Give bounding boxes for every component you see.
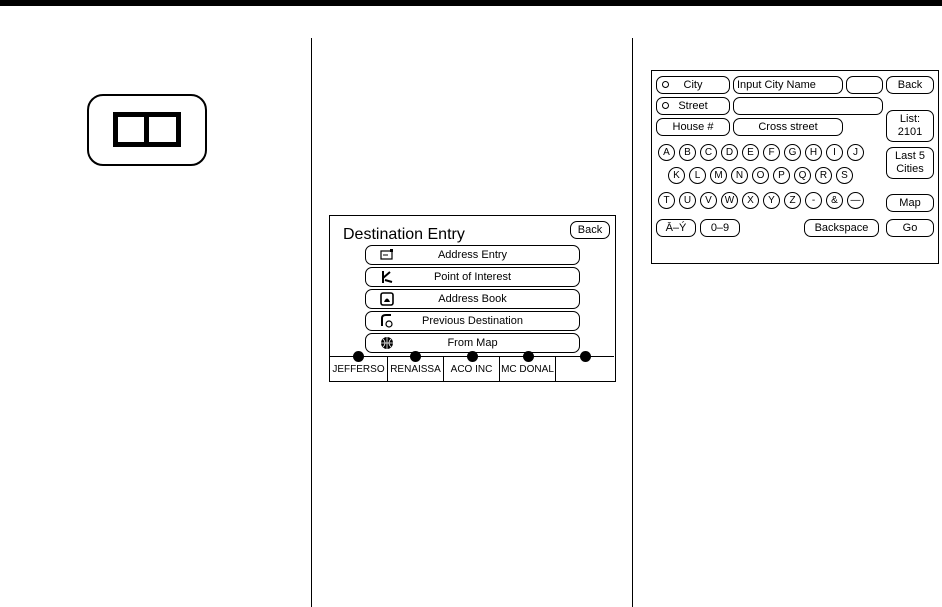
- preset-label: MC DONAL: [501, 363, 554, 375]
- column-divider-2: [632, 38, 633, 607]
- preset-indicator-dot: [580, 351, 591, 362]
- list-count: 2101: [897, 126, 923, 138]
- radio-indicator-icon: [662, 81, 669, 88]
- dest-key-glyph-icon: [113, 112, 181, 147]
- key-p[interactable]: P: [773, 167, 790, 184]
- key-hyphen[interactable]: -: [805, 192, 822, 209]
- preset-label: ACO INC: [450, 363, 493, 375]
- key-r[interactable]: R: [815, 167, 832, 184]
- backspace-button[interactable]: Backspace: [804, 219, 879, 237]
- key-e[interactable]: E: [742, 144, 759, 161]
- key-n[interactable]: N: [731, 167, 748, 184]
- address-book-button[interactable]: [365, 289, 580, 309]
- key-d[interactable]: D: [721, 144, 738, 161]
- key-y[interactable]: Y: [763, 192, 780, 209]
- key-m[interactable]: M: [710, 167, 727, 184]
- destination-entry-screen: [329, 215, 616, 382]
- key-f[interactable]: F: [763, 144, 780, 161]
- back-button[interactable]: Back: [886, 76, 934, 94]
- key-i[interactable]: I: [826, 144, 843, 161]
- key-ampersand[interactable]: &: [826, 192, 843, 209]
- key-z[interactable]: Z: [784, 192, 801, 209]
- last5-line1: Last 5: [895, 150, 925, 162]
- street-button[interactable]: [656, 97, 730, 115]
- city-entry-screen: [651, 70, 939, 264]
- key-c[interactable]: C: [700, 144, 717, 161]
- menu-item-label: Address Book: [438, 293, 507, 305]
- menu-item-label: Point of Interest: [433, 271, 512, 283]
- list-label: List:: [899, 113, 921, 125]
- back-button[interactable]: Back: [570, 221, 610, 239]
- key-space[interactable]: —: [847, 192, 864, 209]
- house-number-button[interactable]: House #: [656, 118, 730, 136]
- key-v[interactable]: V: [700, 192, 717, 209]
- top-rule: [0, 0, 942, 6]
- menu-item-label: From Map: [447, 337, 498, 349]
- address-entry-button[interactable]: [365, 245, 580, 265]
- dest-button[interactable]: [87, 94, 207, 166]
- preset-label: RENAISSA: [390, 363, 441, 375]
- previous-destination-icon: [380, 314, 394, 328]
- preset-indicator-dot: [523, 351, 534, 362]
- key-s[interactable]: S: [836, 167, 853, 184]
- last5-line2: Cities: [896, 163, 924, 175]
- previous-destination-button[interactable]: [365, 311, 580, 331]
- key-t[interactable]: T: [658, 192, 675, 209]
- key-h[interactable]: H: [805, 144, 822, 161]
- key-u[interactable]: U: [679, 192, 696, 209]
- blank-button[interactable]: [846, 76, 883, 94]
- radio-indicator-icon: [662, 102, 669, 109]
- preset-indicator-dot: [467, 351, 478, 362]
- city-input[interactable]: Input City Name: [733, 76, 843, 94]
- point-of-interest-button[interactable]: [365, 267, 580, 287]
- address-book-icon: [380, 292, 394, 306]
- city-button[interactable]: [656, 76, 730, 94]
- accented-chars-button[interactable]: Ā–Ý: [656, 219, 696, 237]
- address-entry-icon: [380, 248, 394, 262]
- key-a[interactable]: A: [658, 144, 675, 161]
- key-g[interactable]: G: [784, 144, 801, 161]
- column-divider-1: [311, 38, 312, 607]
- street-label: Street: [678, 100, 708, 112]
- cross-street-button[interactable]: Cross street: [733, 118, 843, 136]
- key-q[interactable]: Q: [794, 167, 811, 184]
- preset-indicator-dot: [353, 351, 364, 362]
- key-b[interactable]: B: [679, 144, 696, 161]
- preset-bar: [330, 356, 614, 381]
- key-j[interactable]: J: [847, 144, 864, 161]
- from-map-button[interactable]: [365, 333, 580, 353]
- key-w[interactable]: W: [721, 192, 738, 209]
- key-l[interactable]: L: [689, 167, 706, 184]
- key-k[interactable]: K: [668, 167, 685, 184]
- globe-icon: [380, 336, 394, 350]
- digits-button[interactable]: 0–9: [700, 219, 740, 237]
- street-input[interactable]: [733, 97, 883, 115]
- point-of-interest-icon: [380, 270, 394, 284]
- key-o[interactable]: O: [752, 167, 769, 184]
- go-button[interactable]: Go: [886, 219, 934, 237]
- preset-indicator-dot: [410, 351, 421, 362]
- list-button[interactable]: [886, 110, 934, 142]
- key-x[interactable]: X: [742, 192, 759, 209]
- map-button[interactable]: Map: [886, 194, 934, 212]
- last-5-cities-button[interactable]: [886, 147, 934, 179]
- menu-item-label: Address Entry: [437, 249, 508, 261]
- screen-title: Destination Entry: [343, 226, 465, 243]
- city-label: City: [683, 79, 703, 91]
- preset-label: JEFFERSO: [332, 363, 385, 375]
- menu-item-label: Previous Destination: [422, 315, 523, 327]
